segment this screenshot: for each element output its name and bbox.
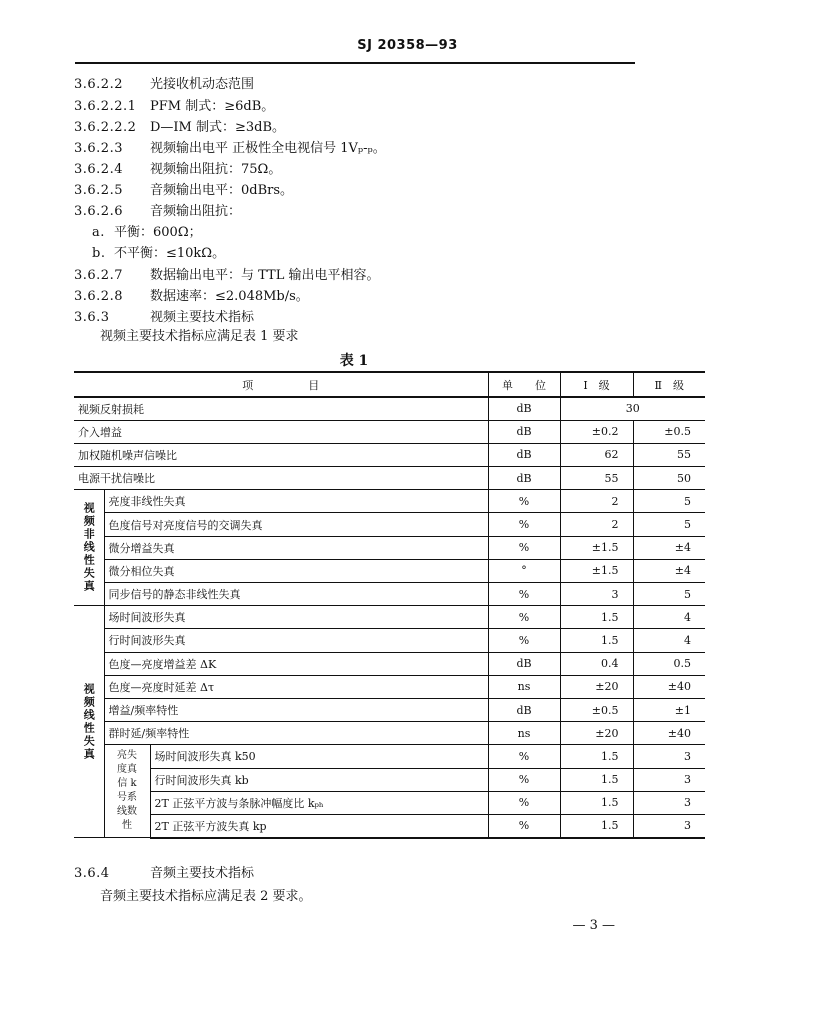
- clause-number: b.: [92, 246, 106, 261]
- clause-text: 音频主要技术指标: [150, 866, 255, 881]
- cell-grade-2: 5: [633, 490, 705, 513]
- cell-grade-1: 3: [560, 583, 633, 606]
- clause-number: 3.6.2.8: [74, 289, 123, 304]
- cell-item: 行时间波形失真: [104, 629, 488, 652]
- cell-grade-1: ±0.2: [560, 420, 633, 443]
- table-row: [74, 583, 705, 606]
- cell-grade-2: 4: [633, 629, 705, 652]
- clause-text: 光接收机动态范围: [150, 77, 255, 92]
- cell-grade-1: 1.5: [560, 768, 633, 791]
- table-row: [74, 652, 705, 675]
- table-row: [74, 536, 705, 559]
- cell-grade-1: 1.5: [560, 814, 633, 837]
- cell-item: 行时间波形失真 kb: [150, 768, 488, 791]
- table-row: [74, 791, 705, 814]
- table-row: [74, 745, 705, 768]
- cell-grade-merged: 30: [560, 397, 705, 420]
- clause-line: [74, 162, 281, 178]
- cell-item: 亮度非线性失真: [104, 490, 488, 513]
- table-row: [74, 698, 705, 721]
- table-row: [74, 559, 705, 582]
- cell-grade-2: 4: [633, 606, 705, 629]
- clause-text: 音频输出阻抗：: [150, 204, 242, 219]
- clause-text: 视频主要技术指标: [150, 310, 255, 325]
- clause-text: 视频输出阻抗：75Ω。: [150, 162, 282, 177]
- table-row: [74, 397, 705, 420]
- cell-grade-1: 2: [560, 513, 633, 536]
- cell-grade-2: ±40: [633, 675, 705, 698]
- cell-grade-2: ±4: [633, 559, 705, 582]
- table-row: [74, 722, 705, 745]
- cell-unit: %: [488, 814, 560, 837]
- clause-line: [74, 866, 254, 882]
- cell-unit: %: [488, 606, 560, 629]
- table-outro-text: 音频主要技术指标应满足表 2 要求。: [100, 889, 312, 904]
- cell-unit: dB: [488, 698, 560, 721]
- clause-text: D—IM 制式：≥3dB。: [150, 120, 286, 135]
- cell-item: 视频反射损耗: [74, 397, 488, 420]
- table-row: [74, 420, 705, 443]
- clause-text: 数据速率：≤2.048Mb/s。: [150, 289, 309, 304]
- cell-unit: %: [488, 583, 560, 606]
- table-row: [74, 768, 705, 791]
- cell-unit: ns: [488, 722, 560, 745]
- table-caption: 表 1: [339, 353, 369, 369]
- clause-number: 3.6.2.5: [74, 183, 123, 198]
- sub-group-label-line: 线数: [117, 806, 137, 818]
- clause-line: [74, 141, 386, 157]
- cell-grade-2: 3: [633, 814, 705, 837]
- header-rule: [75, 62, 635, 64]
- cell-grade-2: 3: [633, 791, 705, 814]
- cell-item: 色度信号对亮度信号的交调失真: [104, 513, 488, 536]
- clause-number: 3.6.2.3: [74, 141, 123, 156]
- sub-group-label-line: 度真: [117, 764, 137, 776]
- clause-line: [74, 268, 379, 284]
- sub-group-label-line: 号系: [117, 792, 137, 804]
- header-grade-1: Ⅰ 级: [560, 372, 633, 397]
- cell-grade-2: 5: [633, 583, 705, 606]
- cell-unit: %: [488, 490, 560, 513]
- clause-text: 视频输出电平 正极性全电视信号 1Vₚ-ₚ。: [150, 141, 386, 156]
- cell-grade-1: ±1.5: [560, 559, 633, 582]
- clause-number: 3.6.2.4: [74, 162, 123, 177]
- cell-grade-1: 1.5: [560, 629, 633, 652]
- clause-number: 3.6.2.2.2: [74, 120, 137, 135]
- cell-unit: %: [488, 768, 560, 791]
- cell-unit: %: [488, 629, 560, 652]
- cell-unit: dB: [488, 652, 560, 675]
- cell-unit: dB: [488, 420, 560, 443]
- cell-grade-2: 5: [633, 513, 705, 536]
- clause-line: [92, 246, 225, 262]
- cell-item: 2T 正弦平方波与条脉冲幅度比 kₚₕ: [150, 791, 488, 814]
- clause-number: 3.6.2.2.1: [74, 99, 137, 114]
- table-row: [74, 490, 705, 513]
- sub-group-label-line: 性: [122, 820, 132, 832]
- cell-item: 色度—亮度增益差 ΔK: [104, 652, 488, 675]
- cell-grade-1: ±20: [560, 675, 633, 698]
- clause-text: 不平衡：≤10kΩ。: [114, 246, 226, 261]
- table-row: [74, 606, 705, 629]
- table-row: [74, 814, 705, 837]
- cell-unit: ns: [488, 675, 560, 698]
- table-row: [74, 675, 705, 698]
- clause-text: 平衡：600Ω；: [114, 225, 202, 240]
- clause-text: 音频输出电平：0dBrs。: [150, 183, 294, 198]
- cell-item: 增益/频率特性: [104, 698, 488, 721]
- sub-group-label: [104, 745, 150, 838]
- cell-grade-1: 1.5: [560, 791, 633, 814]
- cell-grade-2: ±1: [633, 698, 705, 721]
- cell-item: 微分增益失真: [104, 536, 488, 559]
- table-row: [74, 629, 705, 652]
- cell-grade-2: ±0.5: [633, 420, 705, 443]
- clause-line: [74, 204, 241, 220]
- cell-unit: dB: [488, 397, 560, 420]
- cell-unit: °: [488, 559, 560, 582]
- clause-line: [74, 183, 293, 199]
- cell-item: 介入增益: [74, 420, 488, 443]
- cell-unit: %: [488, 791, 560, 814]
- header-unit: 单 位: [488, 372, 560, 397]
- cell-grade-1: ±20: [560, 722, 633, 745]
- clause-line: [74, 120, 285, 136]
- table-intro-text: 视频主要技术指标应满足表 1 要求: [100, 329, 299, 344]
- clause-number: 3.6.2.7: [74, 268, 123, 283]
- cell-grade-2: ±4: [633, 536, 705, 559]
- cell-unit: dB: [488, 443, 560, 466]
- clause-line: [74, 77, 254, 93]
- cell-item: 场时间波形失真: [104, 606, 488, 629]
- clause-line: [92, 225, 202, 241]
- table-header-row: [74, 372, 705, 397]
- cell-item: 色度—亮度时延差 Δτ: [104, 675, 488, 698]
- cell-item: 2T 正弦平方波失真 kp: [150, 814, 488, 837]
- cell-unit: %: [488, 745, 560, 768]
- header-grade-2: Ⅱ 级: [633, 372, 705, 397]
- cell-item: 电源干扰信噪比: [74, 467, 488, 490]
- clause-number: 3.6.3: [74, 310, 110, 325]
- clause-number: a.: [92, 225, 105, 240]
- cell-grade-1: 0.4: [560, 652, 633, 675]
- document-code-header: SJ 20358—93: [357, 38, 458, 53]
- table-row: [74, 443, 705, 466]
- cell-grade-1: 62: [560, 443, 633, 466]
- cell-grade-1: 1.5: [560, 745, 633, 768]
- cell-item: 场时间波形失真 k50: [150, 745, 488, 768]
- cell-grade-1: ±0.5: [560, 698, 633, 721]
- cell-grade-2: 3: [633, 745, 705, 768]
- clause-number: 3.6.2.2: [74, 77, 123, 92]
- clause-text: 数据输出电平：与 TTL 输出电平相容。: [150, 268, 380, 283]
- cell-item: 微分相位失真: [104, 559, 488, 582]
- clause-line: [74, 289, 309, 305]
- table-row: [74, 467, 705, 490]
- cell-grade-2: 50: [633, 467, 705, 490]
- cell-grade-2: ±40: [633, 722, 705, 745]
- table-row: [74, 513, 705, 536]
- page-number: — 3 —: [572, 918, 615, 933]
- cell-grade-2: 0.5: [633, 652, 705, 675]
- cell-grade-1: 2: [560, 490, 633, 513]
- clause-number: 3.6.4: [74, 866, 110, 881]
- cell-grade-2: 3: [633, 768, 705, 791]
- sub-group-label-line: 亮失: [117, 750, 137, 762]
- clause-line: [74, 99, 274, 115]
- cell-item: 加权随机噪声信噪比: [74, 443, 488, 466]
- cell-item: 群时延/频率特性: [104, 722, 488, 745]
- cell-grade-2: 55: [633, 443, 705, 466]
- cell-unit: dB: [488, 467, 560, 490]
- cell-unit: %: [488, 513, 560, 536]
- header-item: 项 目: [74, 372, 488, 397]
- clause-line: [74, 310, 254, 326]
- cell-grade-1: ±1.5: [560, 536, 633, 559]
- cell-item: 同步信号的静态非线性失真: [104, 583, 488, 606]
- clause-number: 3.6.2.6: [74, 204, 123, 219]
- group-label-nonlinear: 视频非线性失真: [74, 490, 104, 606]
- sub-group-label-line: 信 k: [117, 778, 137, 790]
- cell-unit: %: [488, 536, 560, 559]
- group-label-linear: 视频线性失真: [74, 606, 104, 838]
- cell-grade-1: 55: [560, 467, 633, 490]
- clause-text: PFM 制式：≥6dB。: [150, 99, 275, 114]
- spec-table: [74, 371, 705, 839]
- cell-grade-1: 1.5: [560, 606, 633, 629]
